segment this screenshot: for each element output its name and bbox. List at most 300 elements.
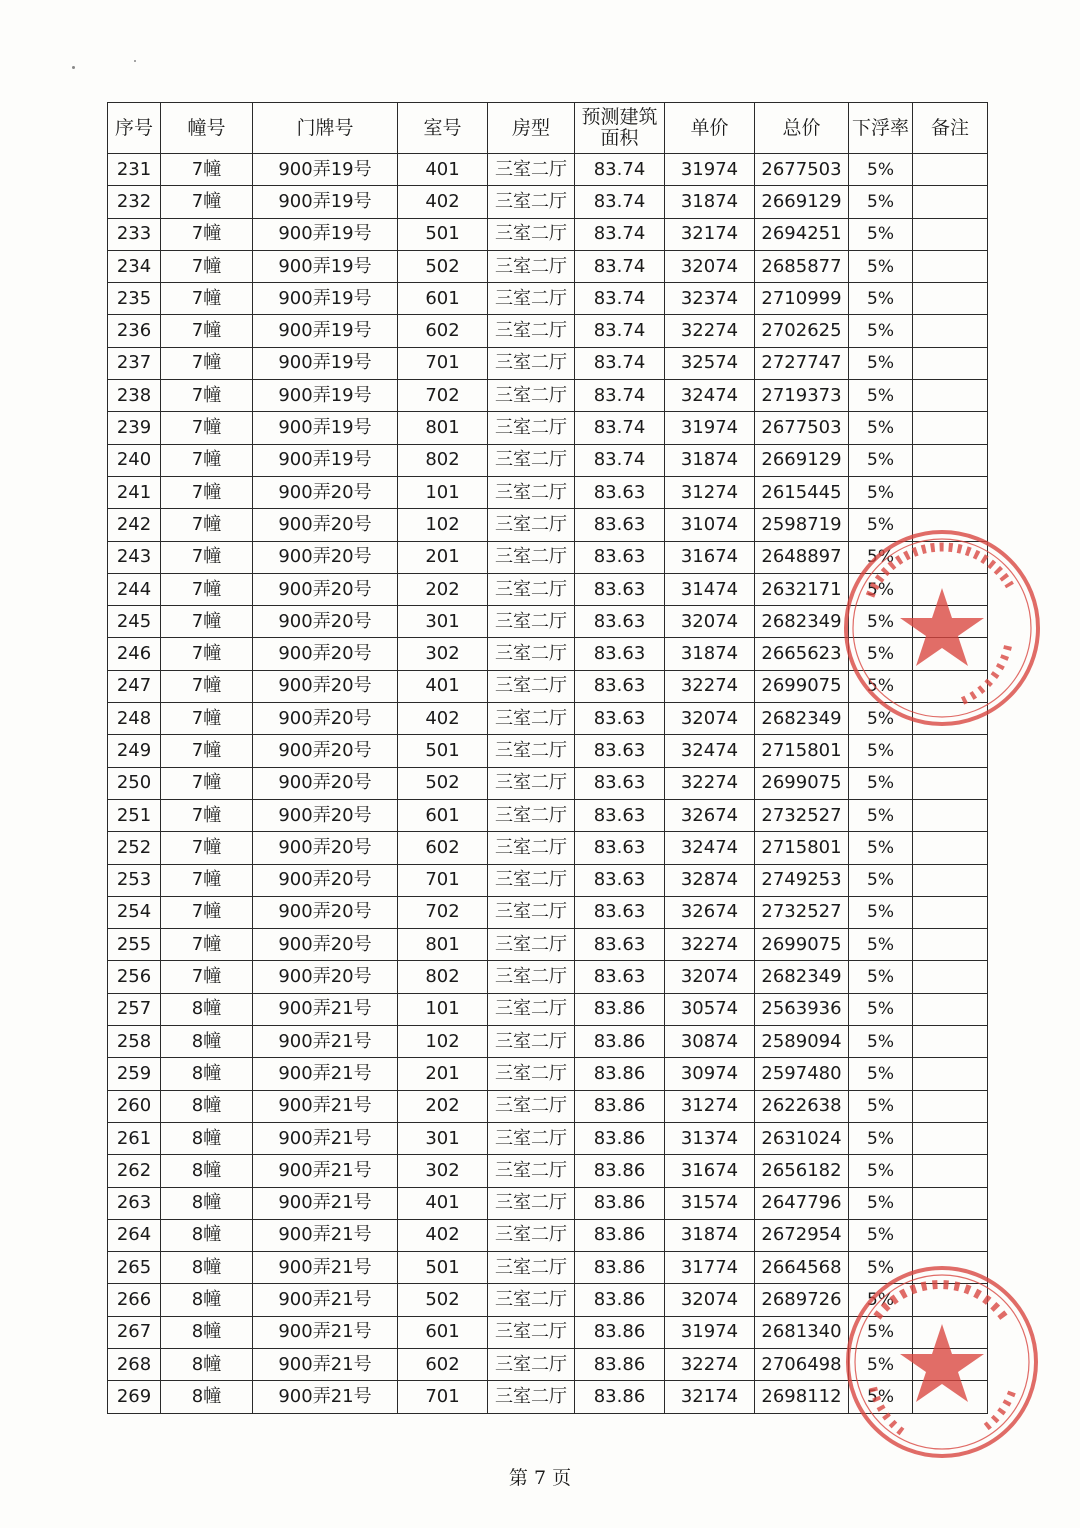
cell-area: 83.63 <box>575 896 665 928</box>
cell-seq: 239 <box>108 412 161 444</box>
cell-seq: 235 <box>108 283 161 315</box>
cell-area: 83.63 <box>575 476 665 508</box>
cell-layout: 三室二厅 <box>488 1122 575 1154</box>
cell-total-price: 2706498 <box>755 1348 849 1380</box>
cell-unit-price: 32274 <box>665 929 755 961</box>
header-discount-rate: 下浮率 <box>849 103 913 154</box>
cell-remarks <box>913 735 988 767</box>
cell-seq: 255 <box>108 929 161 961</box>
cell-layout: 三室二厅 <box>488 1348 575 1380</box>
cell-address: 900弄21号 <box>253 1252 398 1284</box>
cell-room: 301 <box>398 606 488 638</box>
cell-area: 83.63 <box>575 864 665 896</box>
cell-total-price: 2598719 <box>755 509 849 541</box>
cell-unit-price: 32074 <box>665 1284 755 1316</box>
cell-area: 83.63 <box>575 670 665 702</box>
cell-total-price: 2682349 <box>755 703 849 735</box>
cell-area: 83.63 <box>575 541 665 573</box>
cell-layout: 三室二厅 <box>488 1252 575 1284</box>
cell-building: 7幢 <box>161 541 253 573</box>
cell-building: 8幢 <box>161 1284 253 1316</box>
cell-unit-price: 32074 <box>665 961 755 993</box>
cell-seq: 241 <box>108 476 161 508</box>
cell-discount-rate: 5% <box>849 670 913 702</box>
cell-room: 502 <box>398 250 488 282</box>
table-row <box>108 1252 988 1284</box>
cell-layout: 三室二厅 <box>488 1090 575 1122</box>
table-row <box>108 1284 988 1316</box>
cell-unit-price: 32674 <box>665 799 755 831</box>
cell-remarks <box>913 993 988 1025</box>
cell-discount-rate: 5% <box>849 283 913 315</box>
cell-remarks <box>913 541 988 573</box>
cell-total-price: 2699075 <box>755 670 849 702</box>
cell-room: 702 <box>398 896 488 928</box>
cell-remarks <box>913 573 988 605</box>
table-row <box>108 638 988 670</box>
cell-discount-rate: 5% <box>849 767 913 799</box>
cell-area: 83.86 <box>575 1219 665 1251</box>
cell-room: 701 <box>398 1381 488 1413</box>
cell-room: 202 <box>398 573 488 605</box>
cell-seq: 257 <box>108 993 161 1025</box>
table-row <box>108 1316 988 1348</box>
cell-room: 602 <box>398 1348 488 1380</box>
cell-room: 702 <box>398 380 488 412</box>
cell-total-price: 2699075 <box>755 929 849 961</box>
cell-address: 900弄21号 <box>253 1381 398 1413</box>
cell-remarks <box>913 1026 988 1058</box>
header-total-price: 总价 <box>755 103 849 154</box>
cell-layout: 三室二厅 <box>488 799 575 831</box>
table-row <box>108 606 988 638</box>
cell-area: 83.86 <box>575 1381 665 1413</box>
cell-seq: 231 <box>108 154 161 186</box>
cell-unit-price: 32274 <box>665 767 755 799</box>
cell-building: 7幢 <box>161 347 253 379</box>
table-row <box>108 1187 988 1219</box>
cell-total-price: 2715801 <box>755 735 849 767</box>
cell-discount-rate: 5% <box>849 541 913 573</box>
cell-area: 83.86 <box>575 1155 665 1187</box>
cell-discount-rate: 5% <box>849 315 913 347</box>
cell-remarks <box>913 250 988 282</box>
cell-area: 83.74 <box>575 250 665 282</box>
cell-address: 900弄21号 <box>253 1058 398 1090</box>
table-row <box>108 1219 988 1251</box>
cell-address: 900弄21号 <box>253 1219 398 1251</box>
cell-unit-price: 32574 <box>665 347 755 379</box>
header-remarks: 备注 <box>913 103 988 154</box>
cell-unit-price: 31974 <box>665 1316 755 1348</box>
cell-room: 601 <box>398 799 488 831</box>
cell-discount-rate: 5% <box>849 1381 913 1413</box>
cell-seq: 266 <box>108 1284 161 1316</box>
table-row <box>108 186 988 218</box>
cell-remarks <box>913 1058 988 1090</box>
cell-building: 8幢 <box>161 1219 253 1251</box>
cell-address: 900弄20号 <box>253 896 398 928</box>
cell-seq: 249 <box>108 735 161 767</box>
cell-area: 83.63 <box>575 735 665 767</box>
cell-total-price: 2732527 <box>755 799 849 831</box>
cell-total-price: 2664568 <box>755 1252 849 1284</box>
cell-layout: 三室二厅 <box>488 573 575 605</box>
cell-address: 900弄21号 <box>253 1026 398 1058</box>
cell-total-price: 2715801 <box>755 832 849 864</box>
cell-address: 900弄21号 <box>253 1187 398 1219</box>
cell-area: 83.63 <box>575 606 665 638</box>
cell-seq: 253 <box>108 864 161 896</box>
cell-area: 83.63 <box>575 961 665 993</box>
cell-room: 202 <box>398 1090 488 1122</box>
cell-room: 302 <box>398 638 488 670</box>
cell-discount-rate: 5% <box>849 573 913 605</box>
cell-remarks <box>913 1252 988 1284</box>
cell-room: 802 <box>398 444 488 476</box>
cell-room: 402 <box>398 186 488 218</box>
cell-area: 83.74 <box>575 315 665 347</box>
cell-address: 900弄19号 <box>253 347 398 379</box>
cell-discount-rate: 5% <box>849 250 913 282</box>
cell-total-price: 2727747 <box>755 347 849 379</box>
cell-building: 7幢 <box>161 832 253 864</box>
cell-room: 501 <box>398 218 488 250</box>
cell-layout: 三室二厅 <box>488 735 575 767</box>
cell-seq: 245 <box>108 606 161 638</box>
cell-layout: 三室二厅 <box>488 283 575 315</box>
cell-remarks <box>913 864 988 896</box>
cell-building: 7幢 <box>161 380 253 412</box>
cell-building: 7幢 <box>161 218 253 250</box>
cell-address: 900弄20号 <box>253 703 398 735</box>
cell-remarks <box>913 606 988 638</box>
cell-room: 402 <box>398 1219 488 1251</box>
table-row <box>108 993 988 1025</box>
cell-unit-price: 30974 <box>665 1058 755 1090</box>
cell-total-price: 2563936 <box>755 993 849 1025</box>
cell-unit-price: 30574 <box>665 993 755 1025</box>
cell-building: 8幢 <box>161 1058 253 1090</box>
cell-address: 900弄20号 <box>253 735 398 767</box>
cell-area: 83.86 <box>575 1090 665 1122</box>
cell-seq: 240 <box>108 444 161 476</box>
cell-room: 102 <box>398 1026 488 1058</box>
cell-address: 900弄20号 <box>253 864 398 896</box>
cell-discount-rate: 5% <box>849 832 913 864</box>
cell-unit-price: 31874 <box>665 1219 755 1251</box>
cell-area: 83.63 <box>575 573 665 605</box>
cell-discount-rate: 5% <box>849 606 913 638</box>
cell-total-price: 2647796 <box>755 1187 849 1219</box>
cell-area: 83.86 <box>575 1122 665 1154</box>
cell-total-price: 2589094 <box>755 1026 849 1058</box>
cell-layout: 三室二厅 <box>488 250 575 282</box>
cell-remarks <box>913 186 988 218</box>
table-row <box>108 832 988 864</box>
cell-total-price: 2597480 <box>755 1058 849 1090</box>
cell-unit-price: 32474 <box>665 735 755 767</box>
cell-seq: 267 <box>108 1316 161 1348</box>
cell-area: 83.74 <box>575 347 665 379</box>
cell-area: 83.63 <box>575 509 665 541</box>
cell-address: 900弄21号 <box>253 1316 398 1348</box>
cell-unit-price: 32174 <box>665 218 755 250</box>
cell-room: 701 <box>398 864 488 896</box>
cell-area: 83.86 <box>575 1058 665 1090</box>
cell-unit-price: 31474 <box>665 573 755 605</box>
cell-room: 102 <box>398 509 488 541</box>
cell-unit-price: 32874 <box>665 864 755 896</box>
cell-discount-rate: 5% <box>849 412 913 444</box>
table-row <box>108 929 988 961</box>
cell-layout: 三室二厅 <box>488 638 575 670</box>
cell-layout: 三室二厅 <box>488 1026 575 1058</box>
cell-area: 83.63 <box>575 703 665 735</box>
cell-room: 802 <box>398 961 488 993</box>
cell-layout: 三室二厅 <box>488 767 575 799</box>
cell-area: 83.74 <box>575 283 665 315</box>
cell-layout: 三室二厅 <box>488 606 575 638</box>
cell-seq: 237 <box>108 347 161 379</box>
table-row <box>108 735 988 767</box>
cell-building: 7幢 <box>161 606 253 638</box>
cell-remarks <box>913 1155 988 1187</box>
cell-area: 83.74 <box>575 154 665 186</box>
cell-seq: 233 <box>108 218 161 250</box>
scan-speck <box>72 66 75 69</box>
cell-discount-rate: 5% <box>849 1026 913 1058</box>
table-row <box>108 250 988 282</box>
cell-unit-price: 32474 <box>665 380 755 412</box>
cell-room: 401 <box>398 670 488 702</box>
cell-building: 7幢 <box>161 961 253 993</box>
cell-layout: 三室二厅 <box>488 670 575 702</box>
cell-total-price: 2689726 <box>755 1284 849 1316</box>
cell-discount-rate: 5% <box>849 799 913 831</box>
cell-seq: 256 <box>108 961 161 993</box>
cell-remarks <box>913 767 988 799</box>
cell-discount-rate: 5% <box>849 1122 913 1154</box>
cell-seq: 258 <box>108 1026 161 1058</box>
cell-remarks <box>913 1381 988 1413</box>
cell-total-price: 2622638 <box>755 1090 849 1122</box>
cell-unit-price: 32274 <box>665 670 755 702</box>
cell-address: 900弄19号 <box>253 186 398 218</box>
cell-building: 7幢 <box>161 509 253 541</box>
cell-unit-price: 32074 <box>665 703 755 735</box>
table-row <box>108 412 988 444</box>
cell-building: 7幢 <box>161 735 253 767</box>
cell-address: 900弄19号 <box>253 154 398 186</box>
cell-remarks <box>913 412 988 444</box>
cell-area: 83.86 <box>575 993 665 1025</box>
cell-building: 8幢 <box>161 1348 253 1380</box>
cell-layout: 三室二厅 <box>488 929 575 961</box>
cell-address: 900弄19号 <box>253 444 398 476</box>
cell-discount-rate: 5% <box>849 1284 913 1316</box>
cell-total-price: 2732527 <box>755 896 849 928</box>
cell-room: 601 <box>398 1316 488 1348</box>
cell-discount-rate: 5% <box>849 347 913 379</box>
cell-remarks <box>913 832 988 864</box>
cell-seq: 262 <box>108 1155 161 1187</box>
table-row <box>108 1026 988 1058</box>
cell-building: 7幢 <box>161 444 253 476</box>
cell-room: 401 <box>398 154 488 186</box>
table-row <box>108 283 988 315</box>
cell-layout: 三室二厅 <box>488 444 575 476</box>
cell-seq: 259 <box>108 1058 161 1090</box>
cell-discount-rate: 5% <box>849 703 913 735</box>
cell-layout: 三室二厅 <box>488 1284 575 1316</box>
cell-building: 8幢 <box>161 1090 253 1122</box>
cell-layout: 三室二厅 <box>488 315 575 347</box>
cell-total-price: 2677503 <box>755 412 849 444</box>
cell-discount-rate: 5% <box>849 444 913 476</box>
cell-layout: 三室二厅 <box>488 541 575 573</box>
cell-seq: 246 <box>108 638 161 670</box>
cell-building: 7幢 <box>161 186 253 218</box>
cell-remarks <box>913 1348 988 1380</box>
cell-area: 83.86 <box>575 1284 665 1316</box>
cell-room: 502 <box>398 767 488 799</box>
cell-room: 602 <box>398 832 488 864</box>
cell-room: 301 <box>398 1122 488 1154</box>
cell-address: 900弄21号 <box>253 1348 398 1380</box>
cell-layout: 三室二厅 <box>488 832 575 864</box>
cell-address: 900弄21号 <box>253 1090 398 1122</box>
table-row <box>108 573 988 605</box>
cell-discount-rate: 5% <box>849 896 913 928</box>
cell-unit-price: 32074 <box>665 250 755 282</box>
cell-unit-price: 30874 <box>665 1026 755 1058</box>
table-row <box>108 1058 988 1090</box>
cell-building: 7幢 <box>161 929 253 961</box>
cell-remarks <box>913 799 988 831</box>
cell-unit-price: 31974 <box>665 412 755 444</box>
cell-remarks <box>913 929 988 961</box>
cell-room: 402 <box>398 703 488 735</box>
cell-seq: 252 <box>108 832 161 864</box>
cell-address: 900弄20号 <box>253 961 398 993</box>
cell-layout: 三室二厅 <box>488 1381 575 1413</box>
cell-unit-price: 31274 <box>665 1090 755 1122</box>
cell-layout: 三室二厅 <box>488 347 575 379</box>
cell-room: 101 <box>398 476 488 508</box>
cell-total-price: 2672954 <box>755 1219 849 1251</box>
cell-unit-price: 31074 <box>665 509 755 541</box>
cell-layout: 三室二厅 <box>488 380 575 412</box>
table-row <box>108 1381 988 1413</box>
cell-total-price: 2702625 <box>755 315 849 347</box>
cell-total-price: 2681340 <box>755 1316 849 1348</box>
cell-seq: 251 <box>108 799 161 831</box>
cell-area: 83.74 <box>575 444 665 476</box>
cell-discount-rate: 5% <box>849 154 913 186</box>
header-building: 幢号 <box>161 103 253 154</box>
cell-room: 302 <box>398 1155 488 1187</box>
cell-building: 7幢 <box>161 767 253 799</box>
cell-remarks <box>913 315 988 347</box>
cell-area: 83.63 <box>575 638 665 670</box>
cell-layout: 三室二厅 <box>488 703 575 735</box>
cell-layout: 三室二厅 <box>488 509 575 541</box>
cell-seq: 265 <box>108 1252 161 1284</box>
cell-building: 7幢 <box>161 315 253 347</box>
cell-building: 7幢 <box>161 476 253 508</box>
table-row <box>108 347 988 379</box>
cell-area: 83.63 <box>575 929 665 961</box>
cell-layout: 三室二厅 <box>488 218 575 250</box>
cell-seq: 248 <box>108 703 161 735</box>
cell-seq: 244 <box>108 573 161 605</box>
cell-address: 900弄20号 <box>253 606 398 638</box>
cell-layout: 三室二厅 <box>488 1316 575 1348</box>
price-list-table <box>107 102 988 1414</box>
table-row <box>108 703 988 735</box>
cell-layout: 三室二厅 <box>488 476 575 508</box>
cell-remarks <box>913 444 988 476</box>
cell-area: 83.86 <box>575 1252 665 1284</box>
cell-layout: 三室二厅 <box>488 993 575 1025</box>
cell-total-price: 2710999 <box>755 283 849 315</box>
table-row <box>108 380 988 412</box>
cell-total-price: 2656182 <box>755 1155 849 1187</box>
table-row <box>108 476 988 508</box>
cell-discount-rate: 5% <box>849 218 913 250</box>
cell-building: 7幢 <box>161 896 253 928</box>
cell-layout: 三室二厅 <box>488 961 575 993</box>
cell-building: 8幢 <box>161 1316 253 1348</box>
cell-discount-rate: 5% <box>849 993 913 1025</box>
cell-seq: 232 <box>108 186 161 218</box>
cell-remarks <box>913 670 988 702</box>
header-seq: 序号 <box>108 103 161 154</box>
cell-building: 8幢 <box>161 993 253 1025</box>
cell-remarks <box>913 1316 988 1348</box>
cell-room: 401 <box>398 1187 488 1219</box>
table-row <box>108 509 988 541</box>
cell-remarks <box>913 896 988 928</box>
cell-remarks <box>913 1090 988 1122</box>
cell-building: 7幢 <box>161 573 253 605</box>
cell-discount-rate: 5% <box>849 1187 913 1219</box>
cell-area: 83.74 <box>575 380 665 412</box>
cell-room: 201 <box>398 541 488 573</box>
cell-discount-rate: 5% <box>849 1155 913 1187</box>
cell-address: 900弄20号 <box>253 573 398 605</box>
cell-discount-rate: 5% <box>849 509 913 541</box>
cell-discount-rate: 5% <box>849 1316 913 1348</box>
cell-discount-rate: 5% <box>849 1058 913 1090</box>
cell-seq: 242 <box>108 509 161 541</box>
cell-room: 502 <box>398 1284 488 1316</box>
cell-layout: 三室二厅 <box>488 864 575 896</box>
cell-seq: 261 <box>108 1122 161 1154</box>
header-layout: 房型 <box>488 103 575 154</box>
cell-area: 83.86 <box>575 1026 665 1058</box>
cell-unit-price: 31374 <box>665 1122 755 1154</box>
cell-address: 900弄20号 <box>253 509 398 541</box>
cell-discount-rate: 5% <box>849 380 913 412</box>
cell-area: 83.74 <box>575 412 665 444</box>
cell-discount-rate: 5% <box>849 1252 913 1284</box>
cell-total-price: 2648897 <box>755 541 849 573</box>
cell-total-price: 2685877 <box>755 250 849 282</box>
cell-unit-price: 31674 <box>665 541 755 573</box>
cell-discount-rate: 5% <box>849 1348 913 1380</box>
